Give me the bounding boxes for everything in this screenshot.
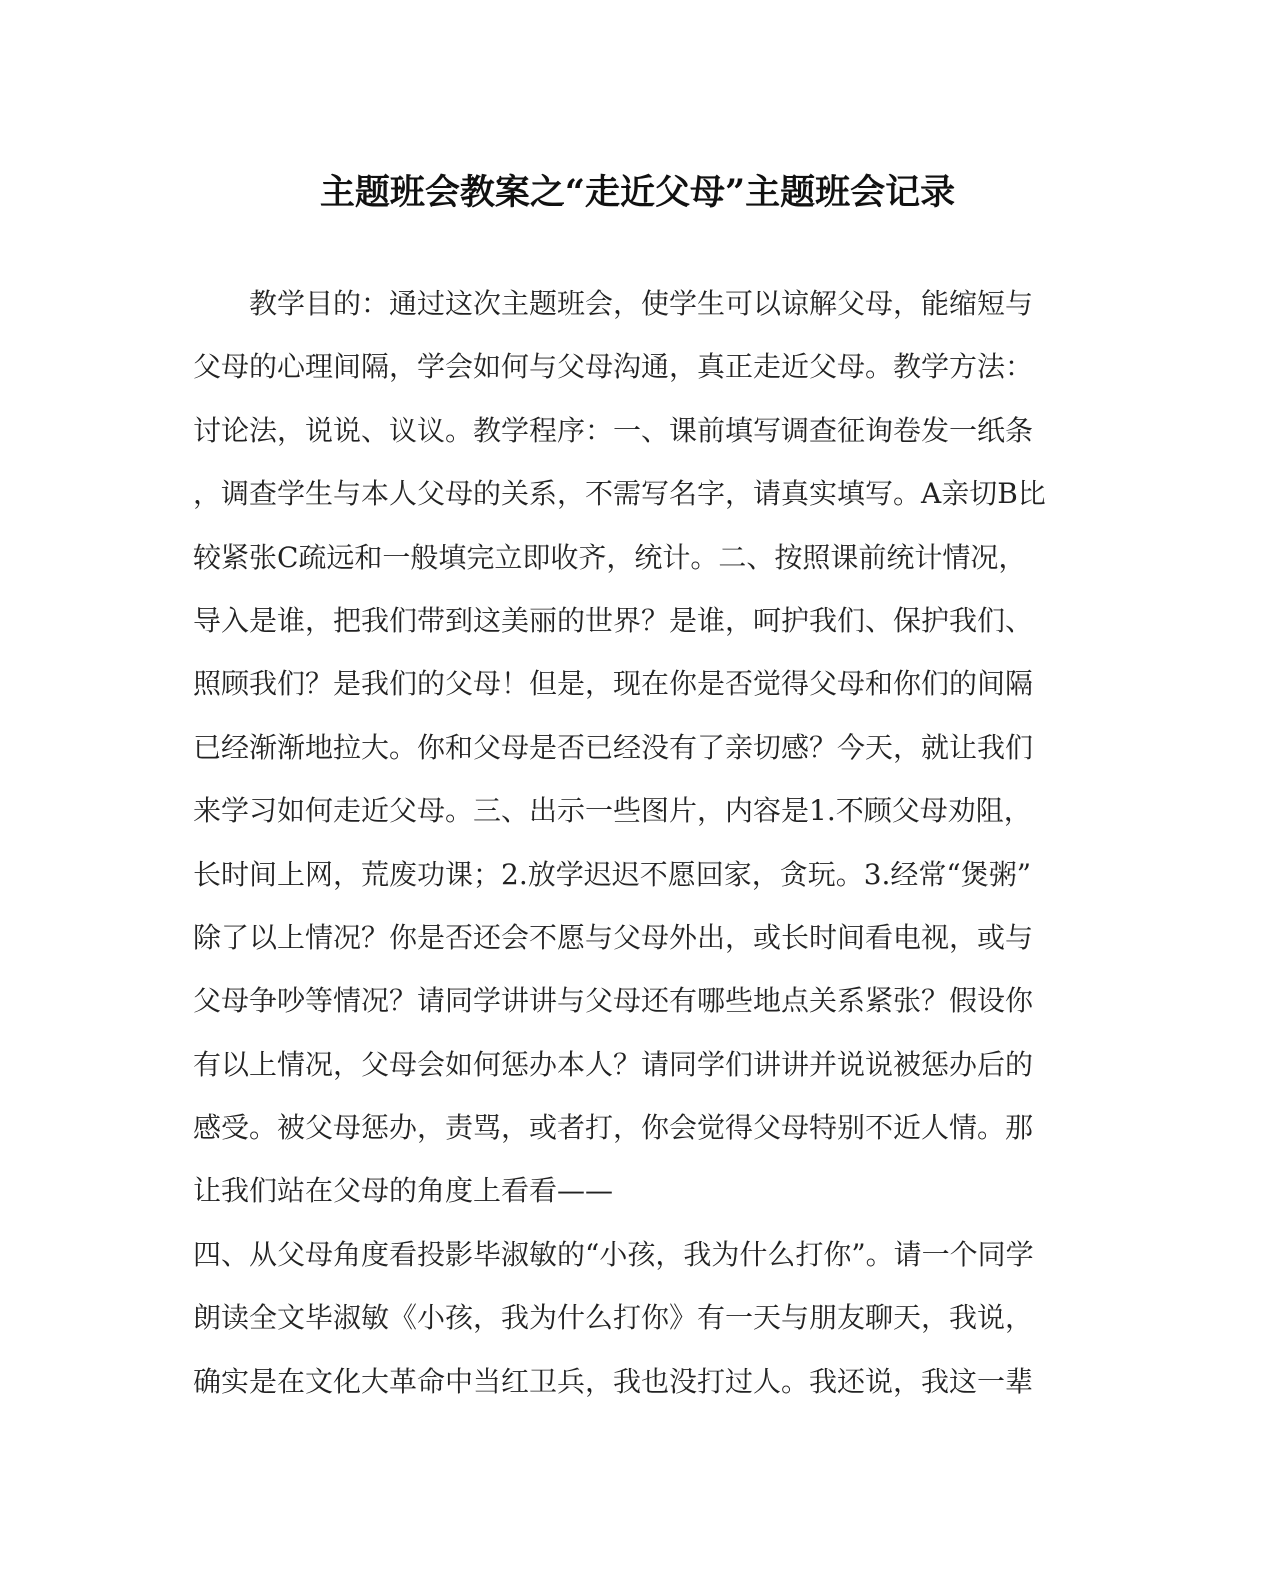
text-line: 感受。被父母惩办，责骂，或者打，你会觉得父母特别不近人情。那	[193, 1111, 1034, 1145]
text-line: 照顾我们？是我们的父母！但是，现在你是否觉得父母和你们的间隔	[193, 667, 1034, 701]
text-line: 讨论法，说说、议议。教学程序：一、课前填写调查征询卷发一纸条	[193, 413, 1034, 447]
text-line: 确实是在文化大革命中当红卫兵，我也没打过人。我还说，我这一辈	[193, 1364, 1034, 1398]
text-line: 教学目的：通过这次主题班会，使学生可以谅解父母，能缩短与	[249, 287, 1034, 320]
text-line: 来学习如何走近父母。三、出示一些图片，内容是1.不顾父母劝阻，	[193, 794, 1032, 828]
text-line: 让我们站在父母的角度上看看——	[193, 1174, 614, 1208]
text-line: 除了以上情况？你是否还会不愿与父母外出，或长时间看电视，或与	[193, 920, 1034, 954]
text-line: 长时间上网，荒废功课；2.放学迟迟不愿回家，贪玩。3.经常“煲粥”	[193, 857, 1032, 891]
text-line: 较紧张C疏远和一般填完立即收齐，统计。二、按照课前统计情况，	[193, 540, 1027, 574]
text-line: 有以上情况，父母会如何惩办本人？请同学们讲讲并说说被惩办后的	[193, 1047, 1034, 1081]
text-line: 父母的心理间隔，学会如何与父母沟通，真正走近父母。教学方法：	[193, 350, 1034, 384]
text-line: 导入是谁，把我们带到这美丽的世界？是谁，呵护我们、保护我们、	[193, 603, 1034, 637]
document-body	[193, 272, 1053, 1413]
text-line: ，调查学生与本人父母的关系，不需写名字，请真实填写。A亲切B比	[193, 477, 1046, 511]
text-line: 朗读全文毕淑敏《小孩，我为什么打你》有一天与朋友聊天，我说，	[193, 1301, 1034, 1335]
text-line: 四、从父母角度看投影毕淑敏的“小孩，我为什么打你”。请一个同学	[193, 1237, 1034, 1271]
text-line: 父母争吵等情况？请同学讲讲与父母还有哪些地点关系紧张？假设你	[193, 984, 1034, 1018]
document-title: 主题班会教案之“走近父母”主题班会记录	[319, 172, 956, 213]
text-line: 已经渐渐地拉大。你和父母是否已经没有了亲切感？今天，就让我们	[193, 730, 1034, 764]
